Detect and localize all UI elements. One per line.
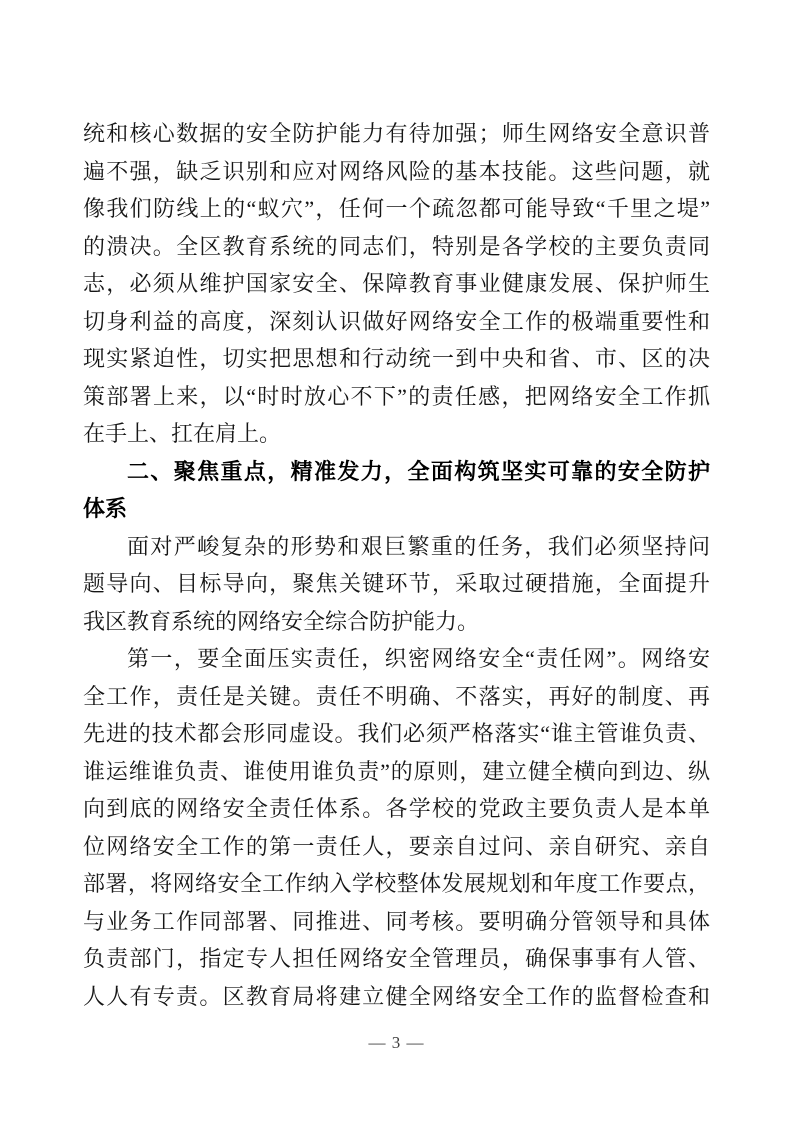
- body-text-line: 志，必须从维护国家安全、保障教育事业健康发展、保护师生: [83, 271, 710, 296]
- body-text-line: 全工作，责任是关键。责任不明确、不落实，再好的制度、再: [83, 683, 710, 709]
- body-text-line: 现实紧迫性，切实把思想和行动统一到中央和省、市、区的决: [83, 346, 710, 371]
- page-footer: [0, 1033, 793, 1053]
- body-text-line: 先进的技术都会形同虚设。我们必须严格落实“谁主管谁负责、: [83, 721, 710, 746]
- body-text-line: 切身利益的高度，深刻认识做好网络安全工作的极端重要性和: [83, 308, 710, 334]
- body-text-line: 题导向、目标导向，聚焦关键环节，采取过硬措施，全面提升: [83, 571, 710, 596]
- heading-line: 二、聚焦重点，精准发力，全面构筑坚实可靠的安全防护: [127, 458, 710, 484]
- body-text-line: 我区教育系统的网络安全综合防护能力。: [83, 608, 480, 634]
- body-text-line: 遍不强，缺乏识别和应对网络风险的基本技能。这些问题，就: [83, 158, 710, 184]
- body-text-line: 像我们防线上的“蚁穴”，任何一个疏忽都可能导致“千里之堤”: [83, 196, 710, 221]
- body-text-line: 在手上、扛在肩上。: [83, 421, 282, 446]
- body-text-line: 谁运维谁负责、谁使用谁负责”的原则，建立健全横向到边、纵: [83, 758, 710, 784]
- body-text-line: 与业务工作同部署、同推进、同考核。要明确分管领导和具体: [83, 908, 710, 934]
- body-text-line: 策部署上来，以“时时放心不下”的责任感，把网络安全工作抓: [83, 383, 710, 409]
- body-text-line: 负责部门，指定专人担任网络安全管理员，确保事事有人管、: [83, 946, 710, 971]
- body-text-line: 第一，要全面压实责任，织密网络安全“责任网”。网络安: [127, 646, 710, 671]
- body-text-line: 部署，将网络安全工作纳入学校整体发展规划和年度工作要点，: [83, 871, 710, 896]
- body-text-line: 人人有专责。区教育局将建立健全网络安全工作的监督检查和: [83, 983, 710, 1009]
- document-body: [83, 115, 710, 1015]
- heading-line: 体系: [83, 496, 128, 521]
- body-text-line: 统和核心数据的安全防护能力有待加强；师生网络安全意识普: [83, 121, 710, 146]
- body-text-line: 面对严峻复杂的形势和艰巨繁重的任务，我们必须坚持问: [127, 533, 710, 559]
- body-text-line: 的溃决。全区教育系统的同志们，特别是各学校的主要负责同: [83, 233, 710, 259]
- page-number: — 3 —: [368, 1033, 425, 1052]
- body-text-line: 向到底的网络安全责任体系。各学校的党政主要负责人是本单: [83, 796, 710, 821]
- body-text-line: 位网络安全工作的第一责任人，要亲自过问、亲自研究、亲自: [83, 833, 710, 859]
